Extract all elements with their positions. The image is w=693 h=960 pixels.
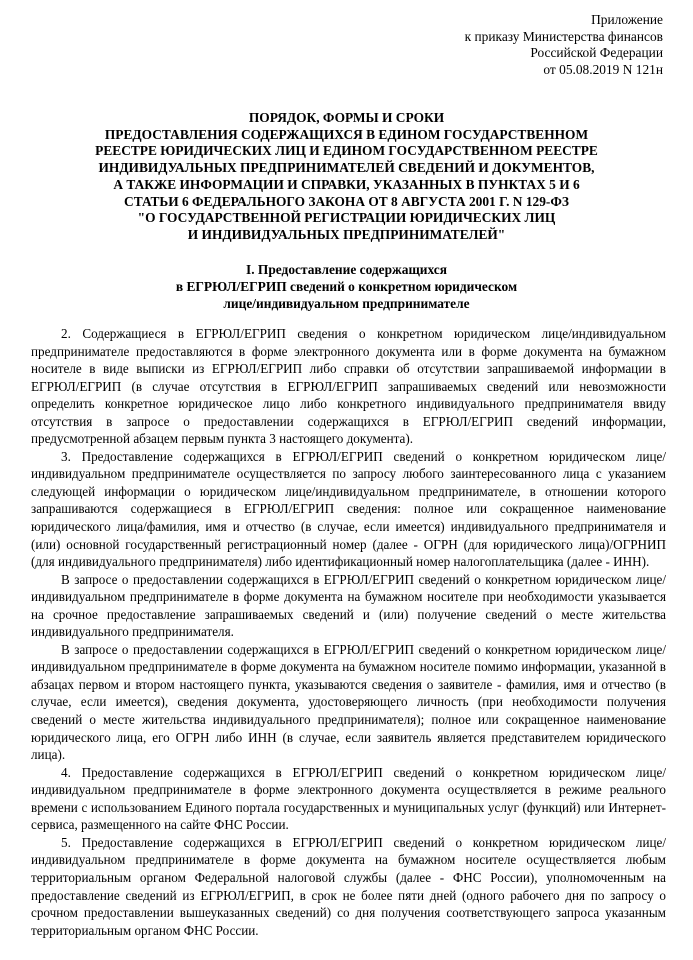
appendix-header xyxy=(465,12,663,78)
title-line: ПРЕДОСТАВЛЕНИЯ СОДЕРЖАЩИХСЯ В ЕДИНОМ ГОСУДАРСТВЕННОМ xyxy=(104,126,589,142)
paragraph-3-urgent-request: В запросе о предоставлении содержащихся в ЕГРЮЛ/ЕГРИП сведений о конкретном юридическом лице/индивидуальном предпринимателе в форме документа на бумажном носителе при необходимости указывается на срочное предоставление запрашиваемых сведений и (или) получение сведений о месте жительства индивидуального предпринимателя. xyxy=(31,571,666,640)
paragraph-4: 4. Предоставление содержащихся в ЕГРЮЛ/ЕГРИП сведений о конкретном юридическом лице/индивидуальном предпринимателе в форме электронного документа осуществляется в режиме реального времени с использованием Единого портала государственных и муниципальных услуг (функций) или Интернет-сервиса, размещенного на сайте ФНС России. xyxy=(31,764,666,833)
appendix-line: к приказу Министерства финансов xyxy=(464,28,663,44)
appendix-line: Приложение xyxy=(591,12,663,27)
title-line: ИНДИВИДУАЛЬНЫХ ПРЕДПРИНИМАТЕЛЕЙ СВЕДЕНИЙ И ДОКУМЕНТОВ, xyxy=(98,160,595,176)
document-title xyxy=(40,110,653,244)
section-heading-line: I. Предоставление содержащихся xyxy=(246,262,447,277)
section-heading-line: лице/индивидуальном предпринимателе xyxy=(223,295,470,311)
appendix-line: от 05.08.2019 N 121н xyxy=(543,61,663,77)
paragraph-3-applicant-info: В запросе о предоставлении содержащихся в ЕГРЮЛ/ЕГРИП сведений о конкретном юридическом лице/индивидуальном предпринимателе в форме документа на бумажном носителе помимо информации, указанной в абзацах первом и втором настоящего пункта, указываются сведения о заявителе - фамилия, имя и отчество (в случае, если имеется), сведения документа, удостоверяющего личность (при необходимости получения сведений о месте жительства индивидуального предпринимателя); полное или сокращенное наименование юридического лица, его ОГРН либо ИНН (в случае, если заявитель является представителем юридического лица). xyxy=(31,641,666,763)
section-heading-line: в ЕГРЮЛ/ЕГРИП сведений о конкретном юридическом xyxy=(175,278,518,294)
title-line: "О ГОСУДАРСТВЕННОЙ РЕГИСТРАЦИИ ЮРИДИЧЕСКИХ ЛИЦ xyxy=(137,210,556,226)
title-line: А ТАКЖЕ ИНФОРМАЦИИ И СПРАВКИ, УКАЗАННЫХ В ПУНКТАХ 5 И 6 xyxy=(113,176,580,192)
title-line: ПОРЯДОК, ФОРМЫ И СРОКИ xyxy=(248,110,445,125)
document-body xyxy=(31,325,666,939)
paragraph-5: 5. Предоставление содержащихся в ЕГРЮЛ/ЕГРИП сведений о конкретном юридическом лице/индивидуальном предпринимателе в форме документа на бумажном носителе осуществляется любым территориальным органом Федеральной налоговой службы (далее - ФНС России), уполномоченным на предоставление сведений из ЕГРЮЛ/ЕГРИП, в срок не более пяти дней (одного рабочего дня по запросу о срочном предоставлении вышеуказанных сведений) со дня получения соответствующего запроса указанным территориальным органом ФНС России. xyxy=(31,834,666,938)
title-line: И ИНДИВИДУАЛЬНЫХ ПРЕДПРИНИМАТЕЛЕЙ" xyxy=(187,226,506,242)
title-line: РЕЕСТРЕ ЮРИДИЧЕСКИХ ЛИЦ И ЕДИНОМ ГОСУДАРСТВЕННОМ РЕЕСТРЕ xyxy=(95,143,598,159)
paragraph-2: 2. Содержащиеся в ЕГРЮЛ/ЕГРИП сведения о конкретном юридическом лице/индивидуальном предпринимателе предоставляются в форме электронного документа или в форме документа на бумажном носителе в виде выписки из ЕГРЮЛ/ЕГРИП либо справки об отсутствии запрашиваемой информации в ЕГРЮЛ/ЕГРИП (в случае отсутствия в ЕГРЮЛ/ЕГРИП запрашиваемых сведений или невозможности определить конкретное юридическое лицо либо конкретного индивидуального предпринимателя ввиду отсутствия в запросе о предоставлении содержащихся в ЕГРЮЛ/ЕГРИП сведений информации, предусмотренной абзацем первым пункта 3 настоящего документа). xyxy=(31,326,666,447)
paragraph-3: 3. Предоставление содержащихся в ЕГРЮЛ/ЕГРИП сведений о конкретном юридическом лице/индивидуальном предпринимателе осуществляется по запросу любого заинтересованного лица с указанием следующей информации о юридическом лице/индивидуальном предпринимателе, в отношении которого запрашиваются содержащиеся в ЕГРЮЛ/ЕГРИП сведения: полное или сокращенное наименование юридического лица/фамилия, имя и отчество (в случае, если имеется) индивидуального предпринимателя и (или) основной государственный регистрационный номер (далее - ОГРН (для юридического лица)/ОГРНИП (для индивидуального предпринимателя) либо идентификационный номер налогоплательщика (далее - ИНН). xyxy=(31,448,666,570)
title-line: СТАТЬИ 6 ФЕДЕРАЛЬНОГО ЗАКОНА ОТ 8 АВГУСТА 2001 Г. N 129-ФЗ xyxy=(124,193,569,209)
appendix-line: Российской Федерации xyxy=(530,45,663,61)
section-heading xyxy=(40,262,653,312)
